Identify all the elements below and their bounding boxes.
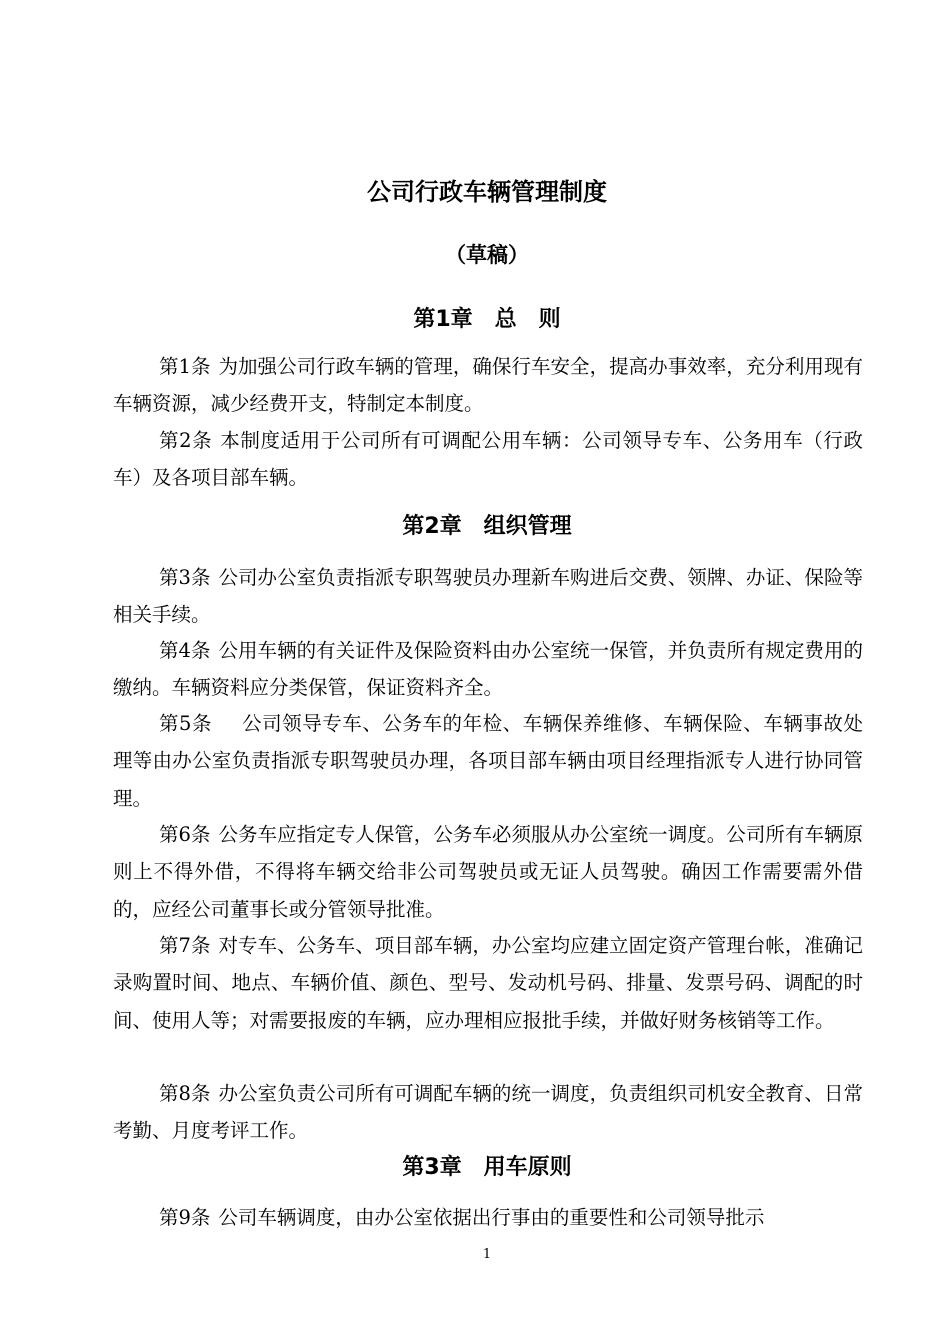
article-number: 第8条 (159, 1082, 211, 1105)
article-number: 第3条 (159, 566, 211, 589)
article-3 (113, 559, 863, 634)
article-8 (113, 1075, 863, 1150)
article-6 (113, 816, 863, 928)
article-text: 为加强公司行政车辆的管理，确保行车安全，提高办事效率，充分利用现有车辆资源，减少经费开支，特制定本制度。 (113, 355, 863, 416)
chapter-heading-3: 第3章 用车原则 (402, 1155, 572, 1180)
article-text: 办公室负责公司所有可调配车辆的统一调度，负责组织司机安全教育、日常考勤、月度考评工作。 (113, 1082, 863, 1143)
article-2 (113, 422, 863, 497)
article-9 (113, 1199, 863, 1236)
article-text: 对专车、公务车、项目部车辆，办公室均应建立固定资产管理台帐，准确记录购置时间、地点、车辆价值、颜色、型号、发动机号码、排量、发票号码、调配的时间、使用人等；对需要报废的车辆，应办理相应报批手续，并做好财务核销等工作。 (113, 934, 863, 1032)
article-number: 第9条 (159, 1206, 211, 1229)
document-subtitle: （草稿） (445, 243, 529, 267)
article-text: 本制度适用于公司所有可调配公用车辆：公司领导专车、公务用车（行政车）及各项目部车辆。 (113, 429, 863, 490)
article-number: 第1条 (159, 355, 211, 378)
article-number: 第7条 (159, 934, 211, 957)
article-number: 第4条 (159, 639, 211, 662)
article-text: 公务车应指定专人保管，公务车必须服从办公室统一调度。公司所有车辆原则上不得外借，不得将车辆交给非公司驾驶员或无证人员驾驶。确因工作需要需外借的，应经公司董事长或分管领导批准。 (113, 823, 863, 921)
article-number: 第5条 (159, 712, 213, 735)
article-text: 公用车辆的有关证件及保险资料由办公室统一保管，并负责所有规定费用的缴纳。车辆资料应分类保管，保证资料齐全。 (113, 639, 863, 700)
article-number: 第6条 (159, 823, 211, 846)
article-1 (113, 348, 863, 423)
article-5 (113, 705, 863, 817)
article-4 (113, 632, 863, 707)
article-text: 公司领导专车、公务车的年检、车辆保养维修、车辆保险、车辆事故处理等由办公室负责指派专职驾驶员办理，各项目部车辆由项目经理指派专人进行协同管理。 (113, 712, 863, 810)
page-number: 1 (482, 1247, 492, 1262)
article-text: 公司办公室负责指派专职驾驶员办理新车购进后交费、领牌、办证、保险等相关手续。 (113, 566, 863, 627)
article-number: 第2条 (159, 429, 213, 452)
article-text: 公司车辆调度，由办公室依据出行事由的重要性和公司领导批示 (218, 1206, 765, 1229)
article-7 (113, 927, 863, 1039)
chapter-heading-2: 第2章 组织管理 (402, 514, 572, 539)
chapter-heading-1: 第1章 总 则 (413, 307, 561, 332)
document-title: 公司行政车辆管理制度 (367, 178, 607, 206)
